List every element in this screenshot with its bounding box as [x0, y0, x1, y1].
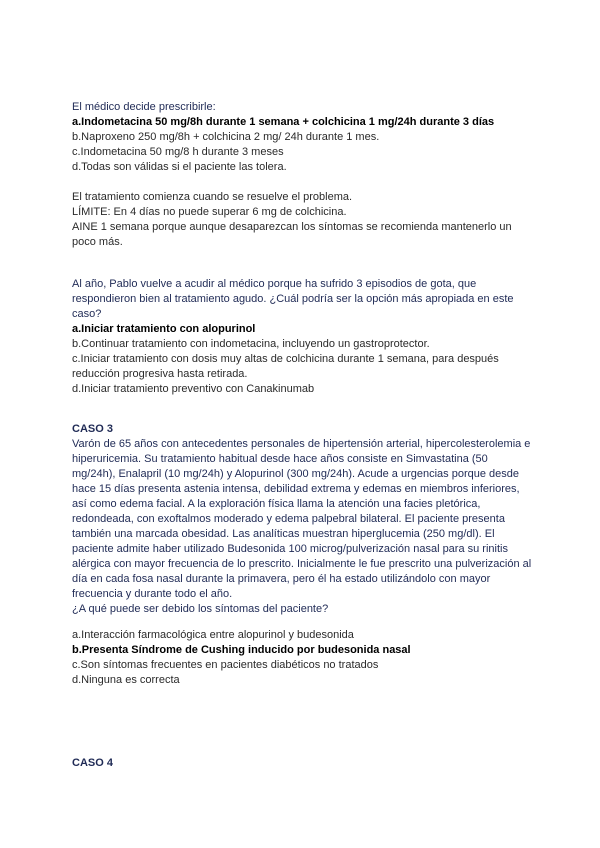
- caso-3-text: Varón de 65 años con antecedentes personales de hipertensión arterial, hipercolesterolemia e hiperuricemia. Su tratamiento habitual desde hace años consiste en Simvastatina (50 mg/24h), Enalapril (10 mg/24h) y Alopurinol (300 mg/24h). Acude a urgencias porque desde hace 15 días presenta astenia intensa, debilidad extrema y edemas en miembros inferiores, así como edema facial. A la exploración física llama la atención una facies pletórica, redondeada, con exoftalmos moderado y edema palpebral bilateral. El paciente presenta también una marcada obesidad. Las analíticas muestran hiperglucemia (250 mg/dl). El paciente admite haber utilizado Budesonida 100 microg/pulverización nasal para su rinitis alérgica con mayor frecuencia de lo prescrito. Inicialmente le fue prescrito una pulverización al día en cada fosa nasal durante la primavera, pero él ha estado utilizándolo con mayor frecuencia y durante todo el año.: [72, 438, 532, 600]
- caso-3-option-b: b.Presenta Síndrome de Cushing inducido por budesonida nasal: [72, 644, 411, 656]
- caso-3: [72, 422, 532, 617]
- question-1-option-a: a.Indometacina 50 mg/8h durante 1 semana + colchicina 1 mg/24h durante 3 días: [72, 116, 495, 128]
- question-2-option-b: b.Continuar tratamiento con indometacina, incluyendo un gastroprotector.: [72, 338, 430, 350]
- caso-3-heading: CASO 3: [72, 423, 113, 435]
- caso-4-heading: CASO 4: [72, 757, 113, 769]
- question-2-text: Al año, Pablo vuelve a acudir al médico porque ha sufrido 3 episodios de gota, que respondieron bien al tratamiento agudo. ¿Cuál podría ser la opción más apropiada en este caso?: [72, 278, 514, 320]
- question-2-option-c: c.Iniciar tratamiento con dosis muy altas de colchicina durante 1 semana, para después reducción progresiva hasta retirada.: [72, 353, 499, 380]
- note-line-3: AINE 1 semana porque aunque desaparezcan los síntomas se recomienda mantenerlo un poco más.: [72, 221, 512, 248]
- question-1-option-d: d.Todas son válidas si el paciente las tolera.: [72, 161, 287, 173]
- caso-4: [72, 756, 532, 771]
- question-2-option-d: d.Iniciar tratamiento preventivo con Canakinumab: [72, 383, 315, 395]
- question-1-option-c: c.Indometacina 50 mg/8 h durante 3 meses: [72, 146, 284, 158]
- caso-3-option-a: a.Interacción farmacológica entre alopurinol y budesonida: [72, 629, 354, 641]
- note-line-2: LÍMITE: En 4 días no puede superar 6 mg de colchicina.: [72, 206, 347, 218]
- question-1: [72, 100, 532, 175]
- caso-3-question: ¿A qué puede ser debido los síntomas del paciente?: [72, 603, 329, 615]
- question-1-intro: El médico decide prescribirle:: [72, 101, 216, 113]
- caso-3-options: [72, 628, 532, 688]
- treatment-note: [72, 190, 532, 250]
- caso-3-option-d: d.Ninguna es correcta: [72, 674, 180, 686]
- question-2: [72, 277, 532, 397]
- caso-3-option-c: c.Son síntomas frecuentes en pacientes diabéticos no tratados: [72, 659, 379, 671]
- question-2-option-a: a.Iniciar tratamiento con alopurinol: [72, 323, 256, 335]
- note-line-1: El tratamiento comienza cuando se resuelve el problema.: [72, 191, 353, 203]
- question-1-option-b: b.Naproxeno 250 mg/8h + colchicina 2 mg/ 24h durante 1 mes.: [72, 131, 380, 143]
